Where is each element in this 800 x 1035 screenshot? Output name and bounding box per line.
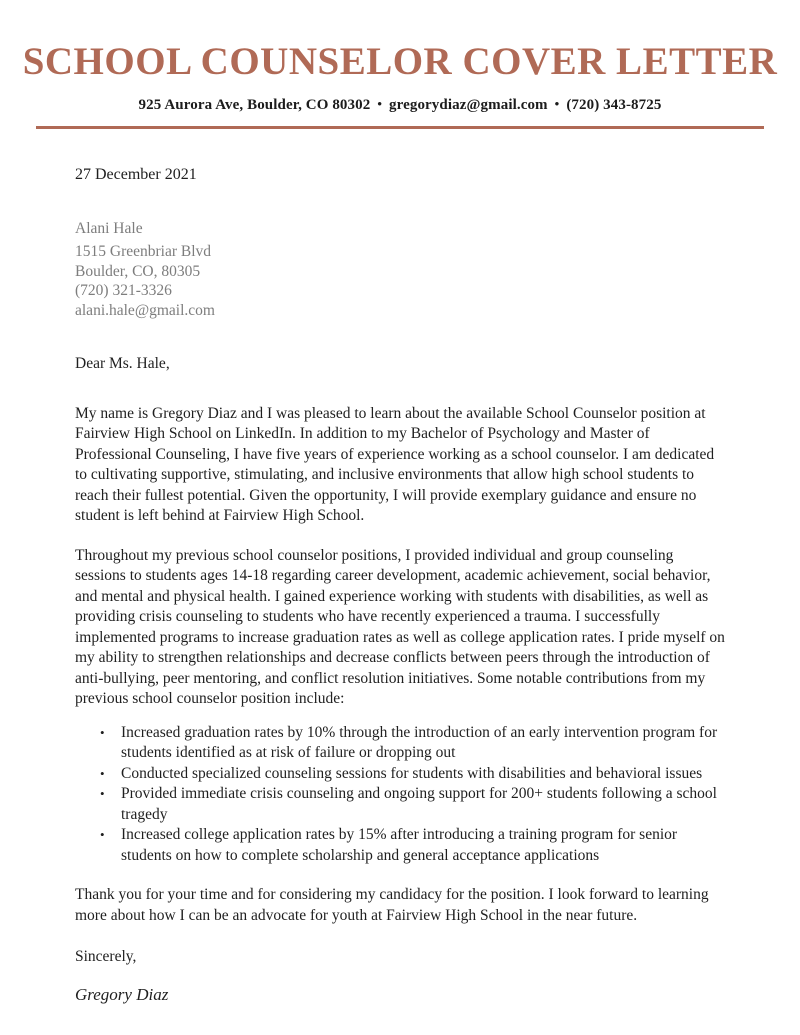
body-paragraph-1: My name is Gregory Diaz and I was pleased to learn about the available School Counselor position at Fairview High School on LinkedIn. In addition to my Bachelor of Psychology and Master of Professional Counseling, I have five years of experience working as a school counselor. I am dedicated to cultivating supportive, stimulating, and inclusive environments that allow high school students to reach their fullest potential. Given the opportunity, I will provide exemplary guidance and ensure no student is left behind at Fairview High School.	[75, 404, 715, 524]
bullet-icon: •	[100, 786, 105, 801]
page-title: SCHOOL COUNSELOR COVER LETTER	[22, 40, 778, 83]
document-header	[0, 0, 800, 129]
list-item	[100, 723, 725, 764]
recipient-block	[75, 219, 725, 321]
sender-address: 925 Aurora Ave, Boulder, CO 80302	[138, 97, 371, 113]
recipient-phone: (720) 321-3326	[75, 282, 172, 299]
recipient-street: 1515 Greenbriar Blvd	[75, 243, 212, 260]
separator-dot: •	[377, 96, 382, 111]
sender-phone: (720) 343-8725	[566, 97, 662, 113]
closing-paragraph: Thank you for your time and for considering my candidacy for the position. I look forward to learning more about how I can be an advocate for youth at Fairview High School in the near future.	[75, 886, 709, 924]
bullet-icon: •	[100, 724, 105, 740]
recipient-city: Boulder, CO, 80305	[75, 262, 201, 280]
salutation: Dear Ms. Hale,	[75, 355, 170, 372]
recipient-name: Alani Hale	[75, 219, 143, 237]
list-item-text: Conducted specialized counseling sessions for students with disabilities and behavioral issues	[121, 764, 703, 782]
letter-body	[0, 165, 800, 1005]
bullet-icon: •	[100, 765, 105, 781]
list-item-text: Increased college application rates by 15% after introducing a training program for senior students on how to complete scholarship and general acceptance applications	[121, 826, 678, 864]
sign-off: Sincerely,	[75, 948, 137, 965]
body-paragraph-2: Throughout my previous school counselor positions, I provided individual and group counseling sessions to students ages 14-18 regarding career development, academic achievement, social behavior, and mental and physical health. I gained experience working with students with disabilities, as well as providing crisis counseling to students who have recently experienced a trauma. I successfully implemented programs to increase graduation rates as well as college application rates. I pride myself on my ability to strengthen relationships and decrease conflicts between peers through the introduction of anti-bullying, peer mentoring, and conflict resolution initiatives. Some notable contributions from my previous school counselor position include:	[75, 546, 725, 707]
separator-dot: •	[554, 96, 560, 111]
list-item-text: Increased graduation rates by 10% through the introduction of an early intervention program for students identified as at risk of failure or dropping out	[121, 723, 718, 761]
list-item	[100, 764, 725, 785]
sender-email: gregorydiaz@gmail.com	[389, 97, 548, 113]
recipient-email: alani.hale@gmail.com	[75, 301, 215, 319]
header-divider	[36, 126, 764, 129]
achievements-list	[75, 723, 725, 867]
letter-date: 27 December 2021	[75, 166, 197, 183]
signature: Gregory Diaz	[75, 984, 169, 1004]
list-item	[100, 825, 725, 866]
sender-contact-line	[0, 97, 800, 114]
list-item	[100, 784, 725, 825]
bullet-icon: •	[100, 827, 105, 842]
list-item-text: Provided immediate crisis counseling and ongoing support for 200+ students following a school tragedy	[121, 785, 717, 823]
